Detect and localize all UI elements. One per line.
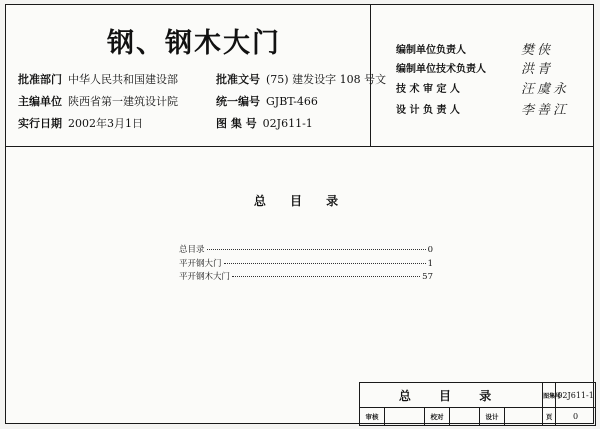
responsible-label: 编制单位负责人 (396, 45, 466, 56)
header-divider (370, 5, 371, 146)
handwritten-signature: 樊侠 (521, 43, 554, 58)
field-label: 批准文号 (216, 73, 260, 86)
unified-number (216, 93, 318, 109)
toc-entry-title: 总目录 (179, 245, 205, 255)
effective-date (18, 115, 143, 131)
toc-entry-title: 平开钢木大门 (179, 272, 231, 282)
dot-leader (224, 263, 426, 264)
page-label: 页 (543, 408, 556, 426)
dot-leader (232, 276, 420, 277)
atlas-number-value: 02J611-1 (556, 383, 596, 408)
sheet-title: 总 目 录 (360, 383, 543, 408)
toc-entry[interactable] (179, 257, 433, 271)
field-value: 中华人民共和国建设部 (68, 73, 178, 86)
toc-heading: 总 目 录 (253, 194, 349, 208)
responsible-label: 技 术 审 定 人 (396, 84, 460, 95)
toc-entry-page: 0 (427, 245, 433, 255)
field-label: 主编单位 (18, 95, 62, 108)
design-signature-cell (505, 408, 543, 426)
responsible-label: 设 计 负 责 人 (396, 105, 460, 116)
page-number: 0 (556, 408, 596, 426)
handwritten-signature: 汪虞永 (521, 82, 570, 97)
field-value: (75) 建发设字 108 号文 (266, 73, 387, 86)
handwritten-signature: 李善江 (521, 103, 570, 118)
atlas-number-label: 图集号 (543, 383, 556, 408)
review-label: 审核 (360, 408, 385, 426)
toc-entry-title: 平开钢大门 (179, 258, 222, 269)
field-value: 2002年3月1日 (68, 117, 143, 130)
field-value: 陕西省第一建筑设计院 (68, 95, 178, 108)
check-label: 校对 (425, 408, 450, 426)
toc-entry-page: 57 (422, 272, 433, 282)
toc-entry[interactable] (179, 270, 433, 284)
drawing-sheet (5, 4, 594, 424)
handwritten-signature: 洪青 (521, 62, 554, 77)
chief-editor-unit (18, 93, 178, 109)
field-label: 实行日期 (18, 117, 62, 130)
approval-department (18, 71, 178, 87)
field-value: 02J611-1 (262, 117, 313, 130)
design-label: 设计 (480, 408, 505, 426)
field-value: GJBT-466 (266, 95, 318, 108)
responsible-label: 编制单位技术负责人 (396, 64, 486, 75)
toc-entry[interactable] (179, 243, 433, 257)
table-of-contents (179, 243, 433, 284)
cover-header (6, 5, 593, 147)
atlas-title: 钢、钢木大门 (107, 28, 281, 59)
review-signature-cell (385, 408, 425, 426)
atlas-number (216, 115, 313, 131)
check-signature-cell (450, 408, 480, 426)
field-label: 统一编号 (216, 95, 260, 108)
field-label: 图 集 号 (216, 117, 257, 130)
approval-document-number (216, 71, 386, 87)
dot-leader (207, 249, 426, 250)
field-label: 批准部门 (18, 73, 62, 86)
toc-entry-page: 1 (427, 258, 433, 269)
title-block (359, 382, 596, 426)
